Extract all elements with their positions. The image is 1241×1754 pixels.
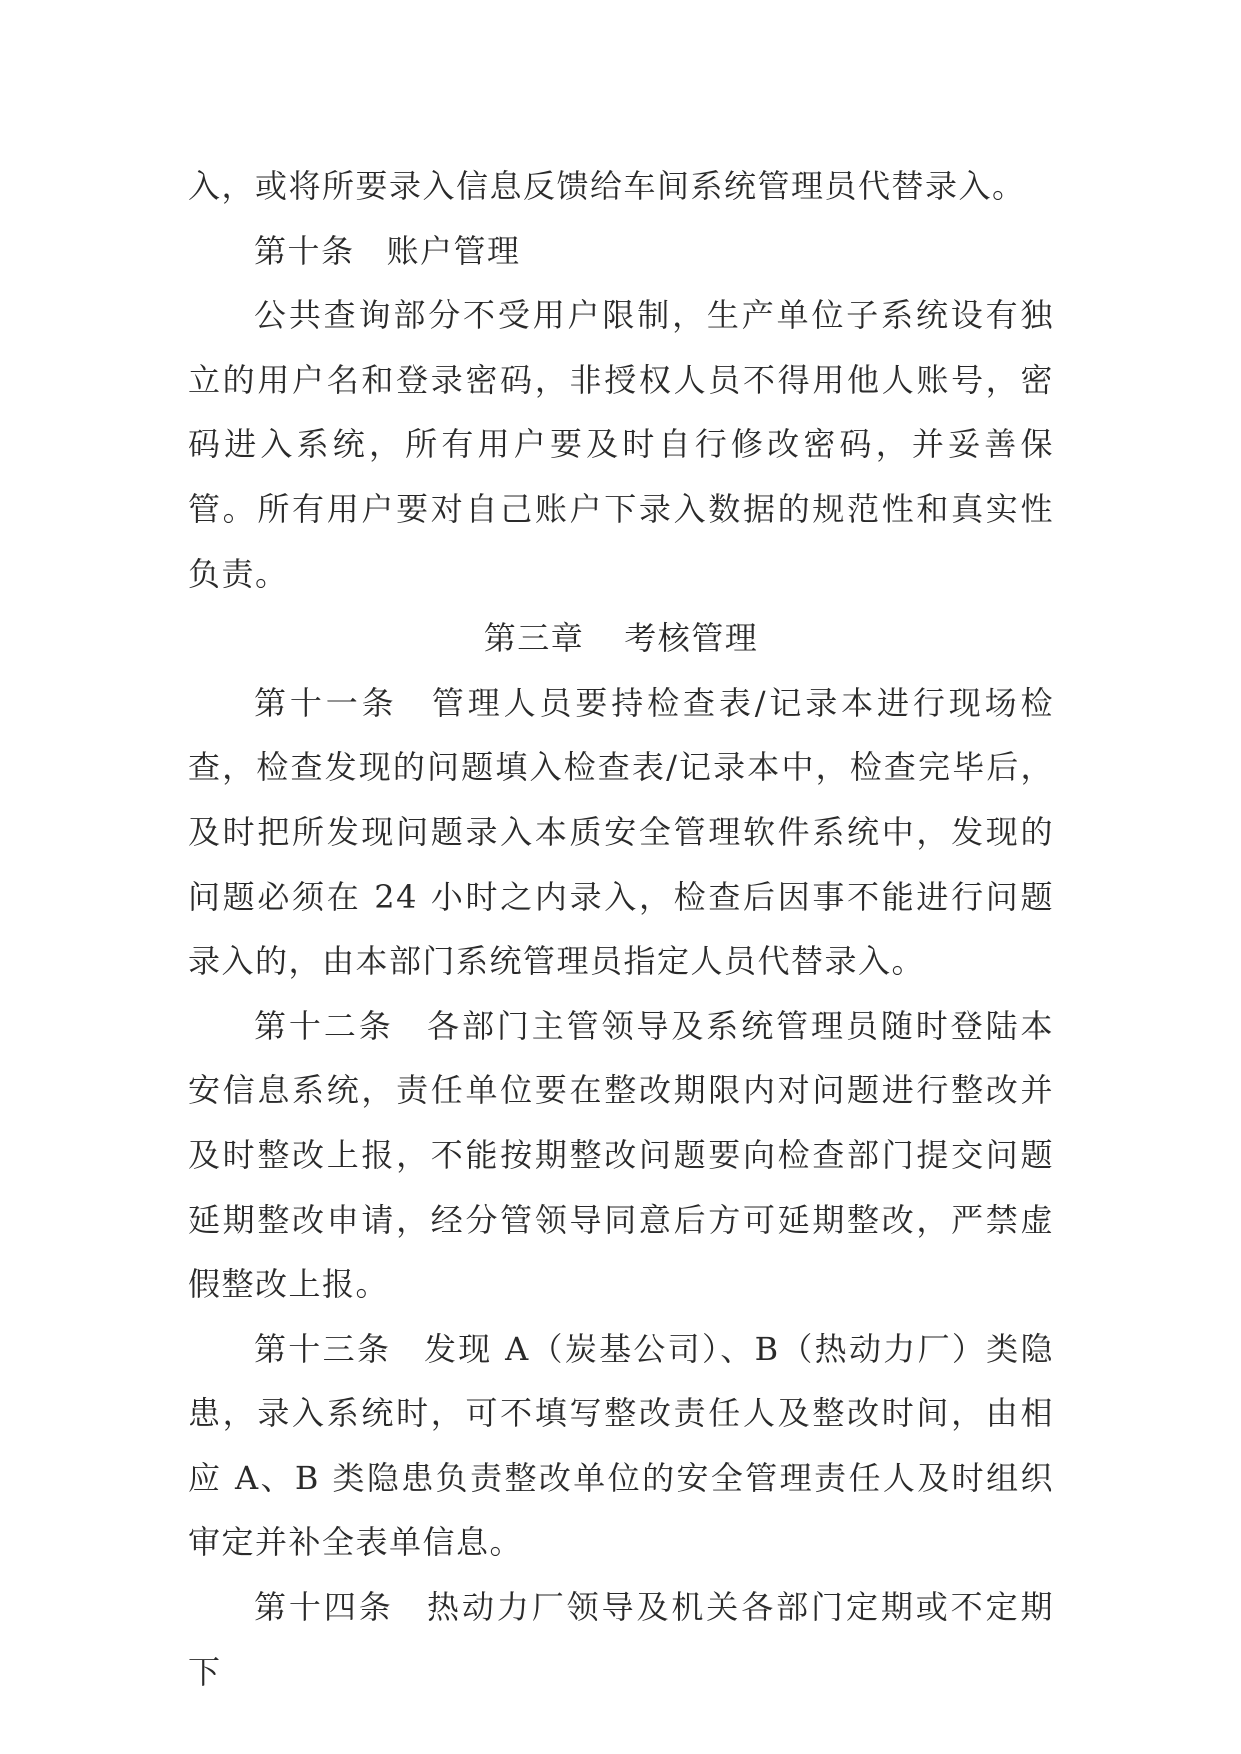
article-13 bbox=[188, 1317, 1054, 1575]
article-text: 管理人员要持检查表/记录本进行现场检查，检查发现的问题填入检查表/记录本中，检查完毕后，及时把所发现问题录入本质安全管理软件系统中，发现的问题必须在 24 小时之内录入，检查后因事不能进行问题录入的，由本部门系统管理员指定人员代替录入。 bbox=[188, 683, 1054, 981]
article-number: 第十二条 bbox=[254, 1006, 394, 1045]
article-title: 账户管理 bbox=[386, 231, 521, 270]
article-text: 各部门主管领导及系统管理员随时登陆本安信息系统，责任单位要在整改期限内对问题进行整改并及时整改上报，不能按期整改问题要向检查部门提交问题延期整改申请，经分管领导同意后方可延期整改，严禁虚假整改上报。 bbox=[188, 1006, 1054, 1304]
document-body bbox=[188, 154, 1054, 1704]
article-text: 发现 A（炭基公司）、B（热动力厂）类隐患，录入系统时，可不填写整改责任人及整改时间，由相应 A、B 类隐患负责整改单位的安全管理责任人及时组织审定并补全表单信息。 bbox=[188, 1329, 1054, 1562]
article-number: 第十三条 bbox=[254, 1329, 392, 1368]
article-12 bbox=[188, 994, 1054, 1317]
article-10-body: 公共查询部分不受用户限制，生产单位子系统设有独立的用户名和登录密码，非授权人员不得用他人账号，密码进入系统，所有用户要及时自行修改密码，并妥善保管。所有用户要对自己账户下录入数据的规范性和真实性负责。 bbox=[188, 296, 1054, 593]
chapter-title: 考核管理 bbox=[624, 619, 759, 658]
article-10-heading bbox=[188, 219, 1054, 284]
article-11 bbox=[188, 671, 1054, 994]
article-number: 第十条 bbox=[254, 231, 355, 270]
paragraph-continuation: 入，或将所要录入信息反馈给车间系统管理员代替录入。 bbox=[188, 167, 1026, 205]
article-number: 第十四条 bbox=[254, 1588, 394, 1627]
article-14 bbox=[188, 1575, 1054, 1704]
chapter-heading bbox=[188, 606, 1054, 671]
article-text: 热动力厂领导及机关各部门定期或不定期下 bbox=[188, 1588, 1054, 1691]
chapter-number: 第三章 bbox=[483, 619, 585, 658]
article-number: 第十一条 bbox=[254, 683, 398, 722]
